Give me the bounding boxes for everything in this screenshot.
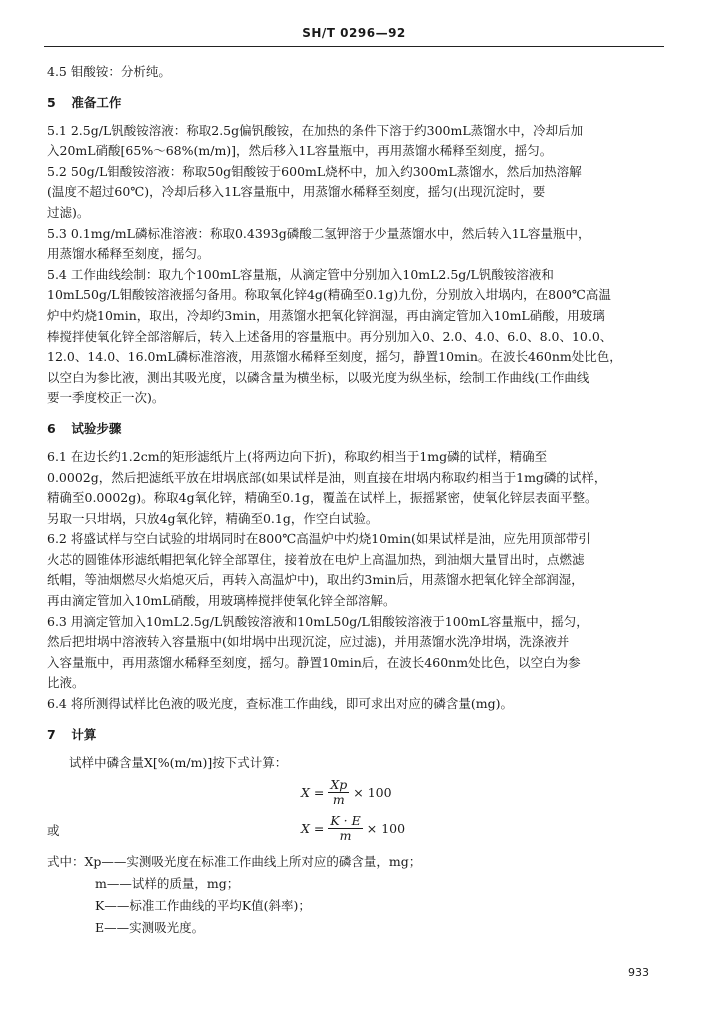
calc-intro: 试样中磷含量X[%(m/m)]按下式计算：	[69, 754, 288, 770]
sec5-line: 过滤)。	[47, 204, 90, 220]
header-rule	[44, 46, 664, 47]
page-number: 933	[628, 966, 649, 979]
formula-tail: × 100	[353, 784, 392, 800]
sec5-line: 10mL50g/L钼酸铵溶液摇匀备用。称取氧化锌4g(精确至0.1g)九份，分别放入坩埚内，在800℃高温	[47, 287, 611, 303]
sec6-line: 6.4 将所测得试样比色液的吸光度，查标准工作曲线，即可求出对应的磷含量(mg)。	[47, 696, 513, 712]
sec5-line: 5.1 2.5g/L钒酸铵溶液：称取2.5g偏钒酸铵，在加热的条件下溶于约300mL蒸馏水中，冷却后加	[47, 122, 584, 138]
sec5-line: 5.2 50g/L钼酸铵溶液：称取50g钼酸铵于600mL烧杯中，加入约300mL蒸馏水，然后加热溶解	[47, 163, 582, 179]
sec5-line: 以空白为参比液，测出其吸光度，以磷含量为横坐标，以吸光度为纵坐标，绘制工作曲线(工作曲线	[47, 369, 590, 385]
clause-4-5: 4.5 钼酸铵：分析纯。	[47, 64, 171, 79]
fraction-numerator: Xp	[330, 776, 348, 792]
sec6-line: 6.3 用滴定管加入10mL2.5g/L钒酸铵溶液和10mL50g/L钼酸铵溶液于100mL容量瓶中，摇匀，	[47, 613, 589, 629]
sec6-line: 火芯的圆锥体形滤纸帽把氧化锌全部罩住，接着放在电炉上高温加热，到油烟大量冒出时，点燃滤	[47, 551, 585, 567]
sec5-line: 5.4 工作曲线绘制：取九个100mL容量瓶，从滴定管中分别加入10mL2.5g/L钒酸铵溶液和	[47, 266, 554, 282]
section-7-heading	[47, 725, 667, 745]
or-word: 或	[47, 823, 60, 839]
fraction-denominator: m	[339, 827, 352, 843]
symbol-definitions	[47, 851, 667, 939]
sec5-line: 要一季度校正一次)。	[47, 390, 165, 406]
section-title: 计算	[71, 726, 97, 742]
sec6-line: 另取一只坩埚，只放4g氧化锌，精确至0.1g，作空白试验。	[47, 510, 379, 526]
sec5-line: 炉中灼烧10min，取出，冷却约3min，用蒸馏水把氧化锌润湿，再由滴定管加入10mL硝酸，用玻璃	[47, 307, 605, 323]
standard-number-header: SH/T 0296—92	[302, 26, 406, 40]
sec6-line: 再由滴定管加入10mL硝酸，用玻璃棒搅拌使氧化锌全部溶解。	[47, 593, 396, 609]
sec5-line: 入20mL硝酸[65%～68%(m/m)]，然后移入1L容量瓶中，再用蒸馏水稀释至刻度，摇匀。	[47, 143, 553, 159]
sec6-line: 纸帽，等油烟燃尽火焰熄灭后，再转入高温炉中)，取出约3min后，用蒸馏水把氧化锌全部润湿，	[47, 572, 584, 588]
fraction-denominator: m	[332, 791, 345, 807]
section-title: 准备工作	[71, 94, 122, 110]
sec6-line: 6.1 在边长约1.2cm的矩形滤纸片上(将两边向下折)，称取约相当于1mg磷的试样，精确至	[47, 448, 548, 464]
section-number: 7	[47, 726, 56, 742]
section-title: 试验步骤	[71, 420, 122, 436]
sec5-line: 用蒸馏水稀释至刻度，摇匀。	[47, 246, 210, 262]
sec5-line: 12.0、14.0、16.0mL磷标准溶液，用蒸馏水稀释至刻度，摇匀，静置10min。在波长460nm处比色，	[47, 349, 622, 365]
formula-fraction	[328, 814, 362, 843]
sec6-line: 比液。	[47, 675, 85, 691]
definition-line: K——标准工作曲线的平均K值(斜率)；	[95, 898, 311, 914]
formula-fraction	[328, 778, 349, 807]
definition-line: 式中：Xp——实测吸光度在标准工作曲线上所对应的磷含量，mg；	[47, 854, 422, 870]
fraction-numerator: K · E	[330, 812, 361, 828]
section-number: 5	[47, 94, 56, 110]
formula-lhs: X =	[301, 784, 325, 800]
formula-2-expression	[301, 811, 405, 845]
section-6-heading	[47, 419, 667, 439]
sec6-line: 然后把坩埚中溶液转入容量瓶中(如坩埚中出现沉淀，应过滤)，并用蒸馏水洗净坩埚，洗涤液并	[47, 634, 570, 650]
sec5-line: (温度不超过60℃)，冷却后移入1L容量瓶中，用蒸馏水稀释至刻度，摇匀(出现沉淀时，要	[47, 184, 546, 200]
sec6-line: 6.2 将盛试样与空白试验的坩埚同时在800℃高温炉中灼烧10min(如果试样是油，应先用顶部带引	[47, 531, 591, 547]
formula-1	[47, 775, 667, 809]
sec6-line: 入容量瓶中，再用蒸馏水稀释至刻度，摇匀。静置10min后，在波长460nm处比色，以空白为参	[47, 654, 581, 670]
section-5-heading	[47, 93, 667, 113]
definition-line: m——试样的质量，mg；	[95, 876, 240, 892]
sec6-line: 精确至0.0002g)。称取4g氧化锌，精确至0.1g，覆盖在试样上，振摇紧密，使氧化锌层表面平整。	[47, 490, 598, 506]
page-content	[47, 62, 667, 939]
definition-line: E——实测吸光度。	[95, 920, 205, 936]
sec5-line: 5.3 0.1mg/mL磷标准溶液：称取0.4393g磷酸二氢钾溶于少量蒸馏水中，然后转入1L容量瓶中，	[47, 225, 591, 241]
formula-2	[47, 811, 667, 845]
formula-lhs: X =	[301, 820, 325, 836]
formula-1-expression	[301, 775, 392, 809]
section-number: 6	[47, 420, 56, 436]
sec5-line: 棒搅拌使氧化锌全部溶解后，转入上述备用的容量瓶中。再分别加入0、2.0、4.0、6.0、8.0、10.0、	[47, 328, 613, 344]
formula-tail: × 100	[366, 820, 406, 836]
sec6-line: 0.0002g，然后把滤纸平放在坩埚底部(如果试样是油，则直接在坩埚内称取约相当于1mg磷的试样，	[47, 469, 607, 485]
